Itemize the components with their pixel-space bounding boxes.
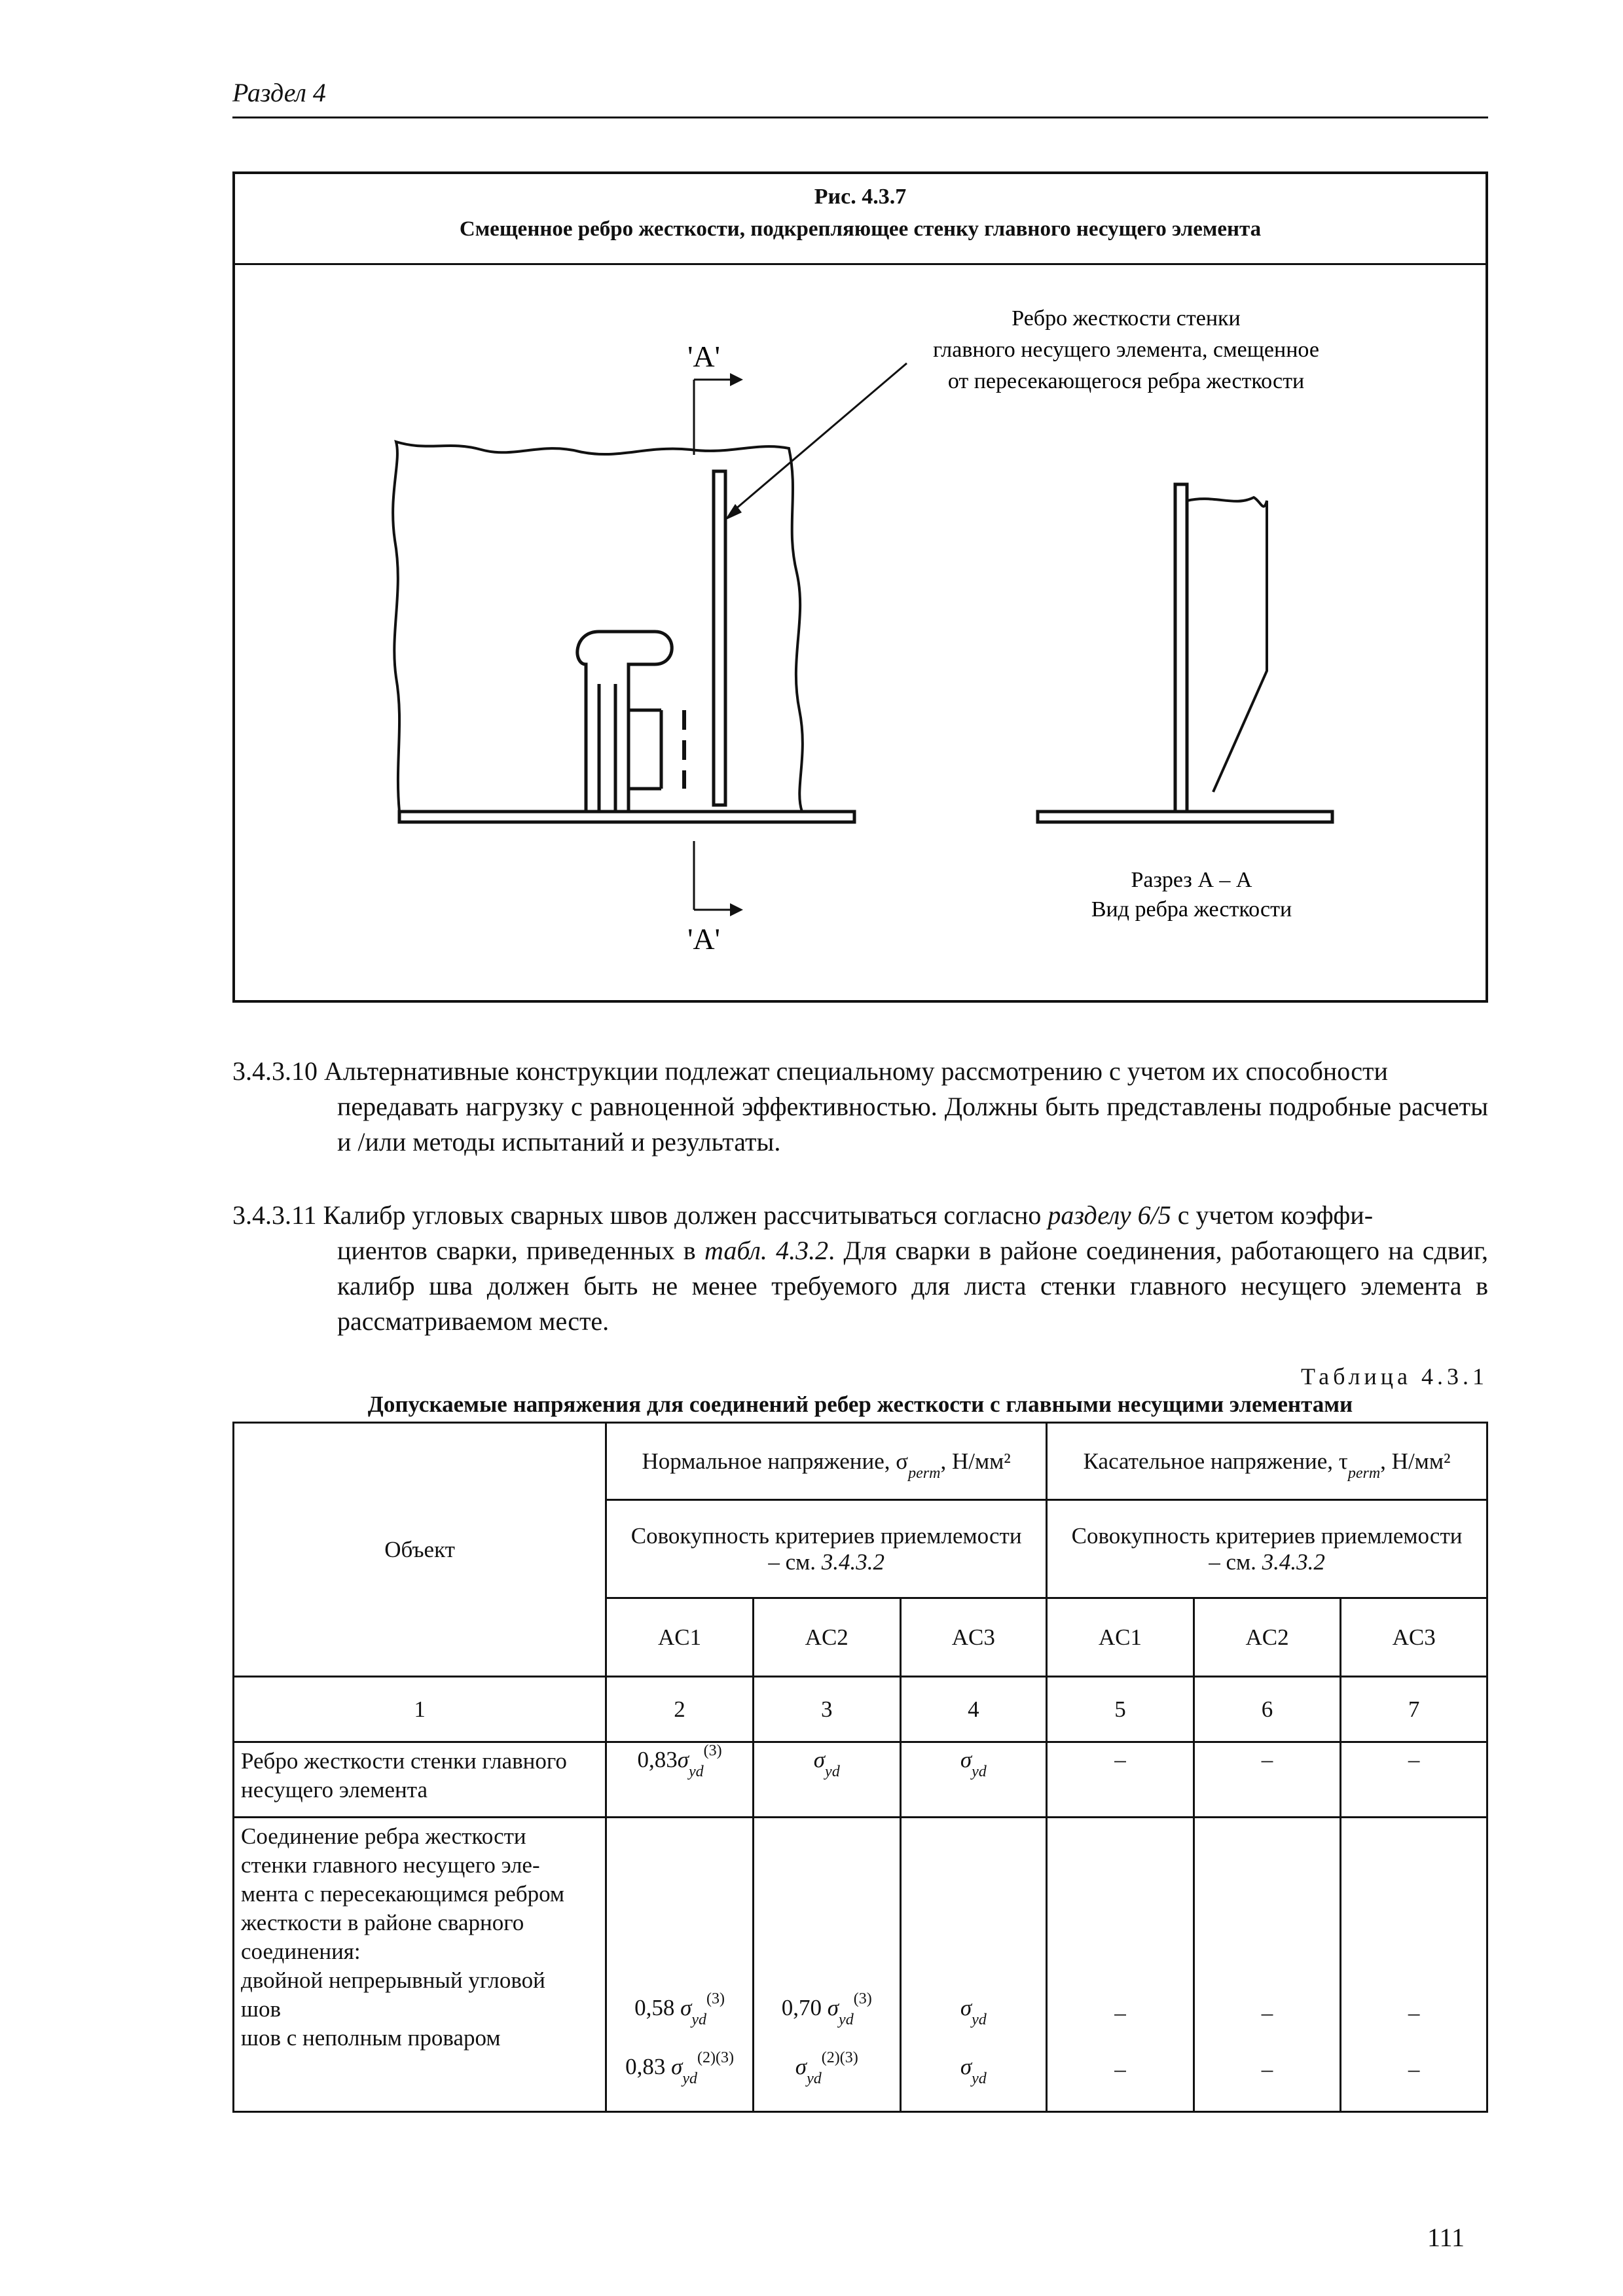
ac-header: AC2 — [1194, 1598, 1341, 1677]
table-title: Допускаемые напряжения для соединений ребер жесткости с главными несущими элементами — [367, 1391, 1353, 1417]
column-number: 7 — [1341, 1677, 1487, 1742]
paragraph-number: 3.4.3.10 — [232, 1056, 318, 1086]
table-cell: – – — [1194, 1818, 1341, 2112]
table-label: Таблица 4.3.1 — [1301, 1363, 1488, 1390]
section-reference-link[interactable]: разделу 6/5 — [1048, 1200, 1171, 1230]
section-caption-1: Разрез А – А — [1131, 868, 1252, 892]
paragraph-text: . Для сварки в районе соединения, работающего на сдвиг, калибр шва должен быть не менее требуемого для листа стенки главного несущего элемента в рассматриваемом месте. — [337, 1236, 1489, 1336]
table-cell: $\sigma_{yd}$ $\sigma_{yd}$ — [900, 1818, 1047, 2112]
table-cell: 0,58 $\sigma_{yd}^{(3)}$ 0,83 $\sigma_{yd}^{(2)(3)}$ — [606, 1818, 754, 2112]
row-object: Ребро жесткости стенки главного несущего элемента — [234, 1742, 606, 1818]
ac-header: AC3 — [1341, 1598, 1487, 1677]
base-flange — [399, 812, 854, 822]
paragraph-text: с учетом коэффи- — [1171, 1200, 1374, 1230]
paragraph-first-line: Альтернативные конструкции подлежат специальному рассмотрению с учетом их способности — [324, 1056, 1388, 1086]
shear-stress-header: Касательное напряжение, $\tau_{perm}$, Н/мм² — [1047, 1423, 1487, 1500]
figure-number: Рис. 4.3.7 — [814, 185, 907, 209]
paragraph-number: 3.4.3.11 — [232, 1200, 317, 1230]
stress-table — [232, 1422, 1488, 2113]
row-object: Соединение ребра жесткости стенки главного несущего эле- мента с пересекающимся ребром жесткости в районе сварного соединения: двойной непрерывный угловой шов шов с неполным проваром — [234, 1818, 606, 2112]
bulb-profile — [577, 632, 672, 812]
callout-line-3: от пересекающегося ребра жесткости — [947, 369, 1305, 393]
table-cell: $\sigma_{yd}$ — [753, 1742, 900, 1818]
callout-line-2: главного несущего элемента, смещенное — [933, 338, 1319, 362]
column-number-row — [234, 1677, 1487, 1742]
figure-drawing — [232, 265, 1488, 998]
section-mark-bottom: 'A' — [687, 922, 720, 956]
object-header: Объект — [234, 1423, 606, 1677]
section-view-rib — [1175, 484, 1187, 812]
ac-header: AC1 — [1047, 1598, 1194, 1677]
figure-title: Смещенное ребро жесткости, подкрепляющее стенку главного несущего элемента — [459, 217, 1262, 241]
paragraph-text: Калибр угловых сварных швов должен рассчитываться согласно — [323, 1200, 1048, 1230]
section-header: Раздел 4 — [232, 78, 326, 107]
criteria-normal: Совокупность критериев приемлемости – см. 3.4.3.2 — [606, 1500, 1047, 1598]
table-row — [234, 1818, 1487, 2112]
table-cell: – — [1194, 1742, 1341, 1818]
table-cell: – – — [1047, 1818, 1194, 2112]
section-mark-top: 'A' — [687, 340, 720, 373]
table-cell: – — [1341, 1742, 1487, 1818]
table-cell: – – — [1341, 1818, 1487, 2112]
paragraph-3-4-3-10 — [232, 1054, 1488, 1160]
header-rule — [232, 117, 1488, 118]
ac-header: AC2 — [753, 1598, 900, 1677]
column-number: 3 — [753, 1677, 900, 1742]
column-number: 2 — [606, 1677, 754, 1742]
callout-leader — [730, 363, 907, 514]
paragraph-body: передавать нагрузку с равноценной эффективностью. Должны быть представлены подробные расчеты и /или методы испытаний и результаты. — [337, 1092, 1488, 1157]
page-number: 111 — [1427, 2223, 1465, 2252]
section-view-plate — [1187, 497, 1267, 792]
stiffener-rib — [714, 471, 725, 805]
callout-line-1: Ребро жесткости стенки — [1012, 306, 1241, 331]
table-row — [234, 1742, 1487, 1818]
table-reference-link[interactable]: табл. 4.3.2 — [704, 1236, 829, 1265]
criteria-shear: Совокупность критериев приемлемости – см. 3.4.3.2 — [1047, 1500, 1487, 1598]
column-number: 6 — [1194, 1677, 1341, 1742]
section-caption-2: Вид ребра жесткости — [1091, 897, 1292, 922]
paragraph-3-4-3-11 — [232, 1198, 1488, 1339]
table-cell: – — [1047, 1742, 1194, 1818]
column-number: 1 — [234, 1677, 606, 1742]
paragraph-text: циентов сварки, приведенных в — [337, 1236, 704, 1265]
table-cell: $0,83\sigma_{yd}^{(3)}$ — [606, 1742, 754, 1818]
table-cell: 0,70 $\sigma_{yd}^{(3)}$ $\sigma_{yd}^{(2)(3)}$ — [753, 1818, 900, 2112]
table-cell: $\sigma_{yd}$ — [900, 1742, 1047, 1818]
normal-stress-header: Нормальное напряжение, $\sigma_{perm}$, Н/мм² — [606, 1423, 1047, 1500]
column-number: 4 — [900, 1677, 1047, 1742]
ac-header: AC3 — [900, 1598, 1047, 1677]
column-number: 5 — [1047, 1677, 1194, 1742]
ac-header: AC1 — [606, 1598, 754, 1677]
